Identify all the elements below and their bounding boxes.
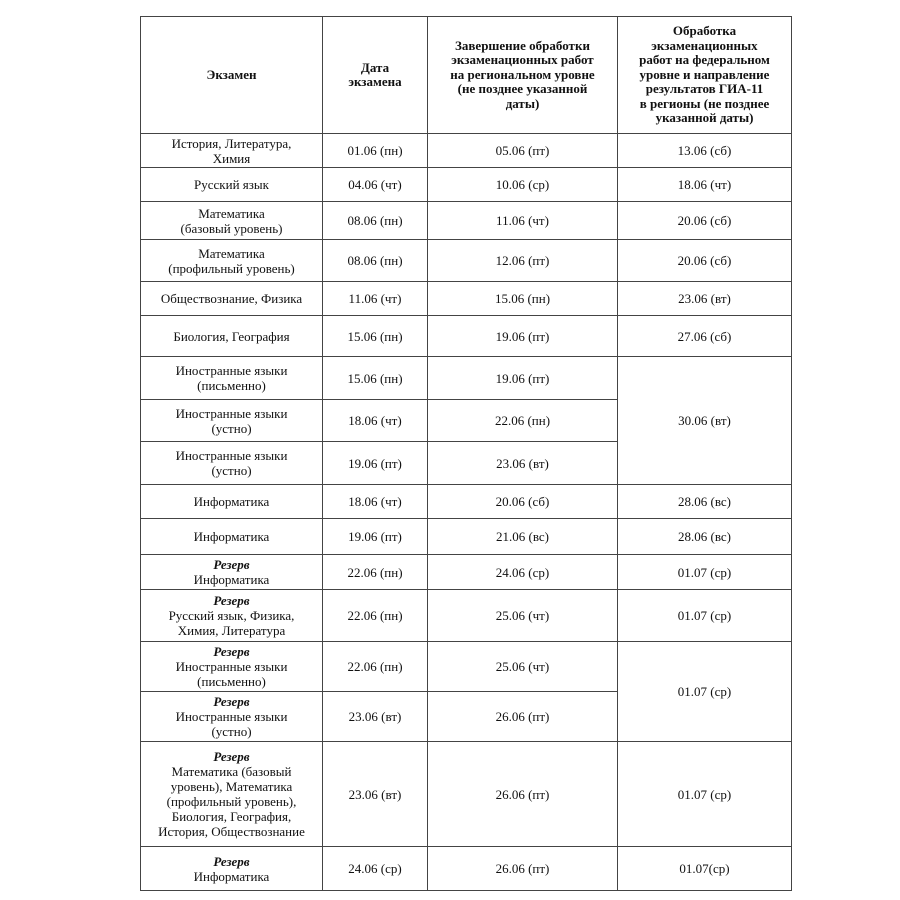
date-cell: 18.06 (чт) <box>323 400 428 442</box>
date-cell: 23.06 (вт) <box>323 742 428 847</box>
exam-cell: Информатика <box>141 485 323 519</box>
table-row <box>141 642 792 692</box>
federal-cell: 13.06 (сб) <box>618 134 792 168</box>
exam-cell: Обществознание, Физика <box>141 282 323 316</box>
date-cell: 11.06 (чт) <box>323 282 428 316</box>
header-federal: Обработка экзаменационных работ на федеральном уровне и направление результатов ГИА-11 в регионы (не позднее указанной даты) <box>618 17 792 134</box>
exam-cell: Иностранные языки (устно) <box>141 442 323 485</box>
exam-cell <box>141 642 323 692</box>
exam-cell <box>141 742 323 847</box>
exam-cell: Иностранные языки (письменно) <box>141 357 323 400</box>
regional-cell: 11.06 (чт) <box>428 202 618 240</box>
federal-cell: 20.06 (сб) <box>618 240 792 282</box>
federal-cell: 23.06 (вт) <box>618 282 792 316</box>
exam-name: Математика (базовый уровень), Математика (профильный уровень), Биология, География, История, Обществознание <box>158 764 305 839</box>
reserve-label: Резерв <box>213 694 250 709</box>
federal-cell: 01.07 (ср) <box>618 590 792 642</box>
date-cell: 08.06 (пн) <box>323 202 428 240</box>
regional-cell: 05.06 (пт) <box>428 134 618 168</box>
table-row <box>141 742 792 847</box>
regional-cell: 24.06 (ср) <box>428 555 618 590</box>
regional-cell: 23.06 (вт) <box>428 442 618 485</box>
table-row <box>141 316 792 357</box>
federal-cell: 30.06 (вт) <box>618 357 792 485</box>
date-cell: 15.06 (пн) <box>323 357 428 400</box>
date-cell: 22.06 (пн) <box>323 642 428 692</box>
federal-cell: 27.06 (сб) <box>618 316 792 357</box>
table-row <box>141 168 792 202</box>
exam-name: Информатика <box>193 572 270 587</box>
date-cell: 22.06 (пн) <box>323 590 428 642</box>
table-row <box>141 357 792 400</box>
reserve-label: Резерв <box>213 644 250 659</box>
reserve-label: Резерв <box>213 557 250 572</box>
federal-cell: 18.06 (чт) <box>618 168 792 202</box>
date-cell: 08.06 (пн) <box>323 240 428 282</box>
date-cell: 23.06 (вт) <box>323 692 428 742</box>
date-cell: 19.06 (пт) <box>323 442 428 485</box>
exam-name: Иностранные языки (письменно) <box>175 659 288 689</box>
regional-cell: 12.06 (пт) <box>428 240 618 282</box>
exam-cell: Информатика <box>141 519 323 555</box>
regional-cell: 15.06 (пн) <box>428 282 618 316</box>
table-row <box>141 134 792 168</box>
federal-cell: 01.07(ср) <box>618 847 792 891</box>
exam-name: Информатика <box>193 868 270 884</box>
regional-cell: 21.06 (вс) <box>428 519 618 555</box>
exam-cell: Биология, География <box>141 316 323 357</box>
reserve-label: Резерв <box>213 749 250 764</box>
exam-schedule-table <box>140 16 792 891</box>
regional-cell: 10.06 (ср) <box>428 168 618 202</box>
regional-cell: 20.06 (сб) <box>428 485 618 519</box>
header-exam: Экзамен <box>141 17 323 134</box>
table-row <box>141 282 792 316</box>
regional-cell: 19.06 (пт) <box>428 316 618 357</box>
federal-cell: 20.06 (сб) <box>618 202 792 240</box>
exam-cell <box>141 847 323 891</box>
exam-cell <box>141 555 323 590</box>
federal-cell: 01.07 (ср) <box>618 642 792 742</box>
date-cell: 19.06 (пт) <box>323 519 428 555</box>
table-row <box>141 240 792 282</box>
federal-cell: 01.07 (ср) <box>618 555 792 590</box>
table-row <box>141 555 792 590</box>
header-regional: Завершение обработки экзаменационных работ на региональном уровне (не позднее указанной даты) <box>428 17 618 134</box>
table-row <box>141 847 792 891</box>
exam-cell: Математика (профильный уровень) <box>141 240 323 282</box>
federal-cell: 28.06 (вс) <box>618 519 792 555</box>
date-cell: 15.06 (пн) <box>323 316 428 357</box>
exam-cell <box>141 590 323 642</box>
table-row <box>141 202 792 240</box>
regional-cell: 22.06 (пн) <box>428 400 618 442</box>
date-cell: 01.06 (пн) <box>323 134 428 168</box>
exam-cell: История, Литература, Химия <box>141 134 323 168</box>
exam-cell <box>141 692 323 742</box>
federal-cell: 01.07 (ср) <box>618 742 792 847</box>
table-row <box>141 590 792 642</box>
regional-cell: 25.06 (чт) <box>428 590 618 642</box>
regional-cell: 26.06 (пт) <box>428 692 618 742</box>
header-row <box>141 17 792 134</box>
date-cell: 04.06 (чт) <box>323 168 428 202</box>
table-row <box>141 519 792 555</box>
regional-cell: 19.06 (пт) <box>428 357 618 400</box>
regional-cell: 26.06 (пт) <box>428 847 618 891</box>
exam-name: Русский язык, Физика, Химия, Литература <box>168 608 295 638</box>
federal-cell: 28.06 (вс) <box>618 485 792 519</box>
date-cell: 24.06 (ср) <box>323 847 428 891</box>
regional-cell: 26.06 (пт) <box>428 742 618 847</box>
date-cell: 22.06 (пн) <box>323 555 428 590</box>
reserve-label: Резерв <box>213 593 250 608</box>
header-date: Дата экзамена <box>323 17 428 134</box>
reserve-label: Резерв <box>213 853 250 869</box>
table-row <box>141 485 792 519</box>
exam-cell: Математика (базовый уровень) <box>141 202 323 240</box>
exam-name: Иностранные языки (устно) <box>175 709 288 739</box>
date-cell: 18.06 (чт) <box>323 485 428 519</box>
regional-cell: 25.06 (чт) <box>428 642 618 692</box>
exam-cell: Русский язык <box>141 168 323 202</box>
exam-cell: Иностранные языки (устно) <box>141 400 323 442</box>
